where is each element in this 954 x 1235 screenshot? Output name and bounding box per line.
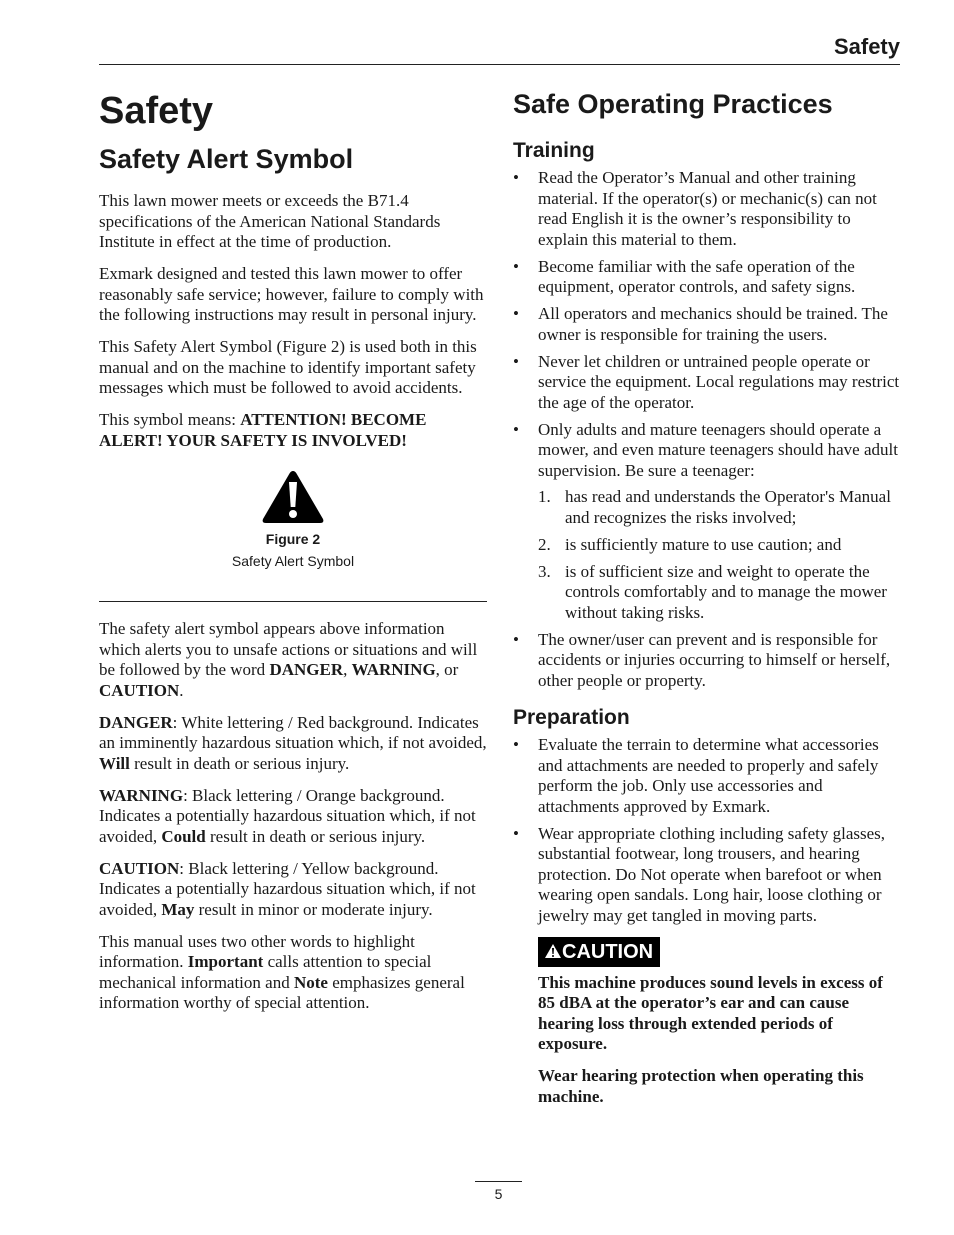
paragraph-caution-definition: [99, 859, 487, 921]
numbered-item-text: is sufficiently mature to use caution; and: [565, 534, 842, 554]
list-item: [513, 420, 902, 624]
list-item-text: The owner/user can prevent and is responsible for accidents or injuries occurring to himself or herself, other people or property.: [538, 629, 891, 690]
warning-text: : Black lettering / Orange background. Indicates a potentially hazardous situation which, if not avoided,: [99, 785, 476, 846]
bullet: •: [513, 823, 519, 843]
training-list: [513, 168, 902, 691]
numbered-item: [538, 487, 902, 528]
danger-text-end: result in death or serious injury.: [129, 753, 350, 773]
bullet: •: [513, 351, 519, 371]
warning-triangle-icon: [544, 943, 562, 959]
item-number: 1.: [538, 487, 551, 506]
list-item: [513, 352, 902, 414]
warning-strong: Could: [161, 826, 206, 846]
numbered-item-text: is of sufficient size and weight to operate the controls comfortably and to manage the mower without taking risks.: [565, 561, 887, 622]
list-item: [513, 304, 902, 345]
list-item-text: Evaluate the terrain to determine what accessories and attachments are needed to properly and safely perform the job. Only use accessories and attachments approved by Exmark.: [538, 735, 879, 816]
section-title-safe-operating-practices: Safe Operating Practices: [513, 89, 833, 119]
paragraph-warning-definition: [99, 786, 487, 848]
bullet: •: [513, 629, 519, 649]
item-number: 2.: [538, 534, 551, 554]
teenager-requirements-list: [538, 487, 902, 623]
danger-label: DANGER: [99, 712, 173, 732]
paragraph-symbol-usage: This Safety Alert Symbol (Figure 2) is used both in this manual and on the machine to identify important safety messages which must be followed to avoid accidents.: [99, 337, 477, 397]
list-item: [513, 735, 902, 817]
caution-badge-label: CAUTION: [562, 940, 654, 963]
list-item: [513, 257, 902, 298]
bullet: •: [513, 735, 519, 754]
warning-label: WARNING: [99, 785, 184, 805]
signal-words-end: .: [179, 680, 184, 700]
paragraph-danger-definition: [99, 713, 487, 775]
warning-text-end: result in death or serious injury.: [205, 826, 426, 846]
other-words-text: This manual uses two other words to highlight information.: [99, 931, 415, 971]
caution-strong: May: [161, 899, 195, 919]
item-number: 3.: [538, 561, 551, 581]
numbered-item: [538, 562, 902, 624]
word-important: Important: [187, 952, 264, 971]
symbol-meaning-bold: ATTENTION! BECOME ALERT! YOUR SAFETY IS INVOLVED!: [99, 410, 427, 450]
numbered-item: [538, 535, 902, 556]
list-item-text: Become familiar with the safe operation of the equipment, operator controls, and safety signs.: [538, 256, 856, 296]
paragraph-signal-words: [99, 619, 487, 701]
section-divider: [99, 601, 487, 602]
signal-word-danger: DANGER: [269, 660, 344, 679]
section-title-safety-alert-symbol: Safety Alert Symbol: [99, 144, 354, 174]
list-item: [513, 168, 902, 250]
list-item: [513, 824, 902, 927]
signal-words-or: , or: [435, 660, 459, 679]
list-item-text: Wear appropriate clothing including safety glasses, substantial footwear, long trousers, and hearing protection. Do Not operate when barefoot or when wearing open sandals. Long hair, loose clothing or jewelry may get tangled in moving parts.: [538, 823, 886, 925]
caution-label: CAUTION: [99, 858, 180, 878]
signal-words-text: The safety alert symbol appears above information which alerts you to unsafe actions or situations and will be followed by the word: [99, 619, 478, 679]
warning-triangle-icon: [261, 469, 325, 525]
word-note: Note: [293, 972, 328, 992]
figure-number: Figure 2: [265, 531, 321, 547]
paragraph-exmark-design: Exmark designed and tested this lawn mower to offer reasonably safe service; however, failure to comply with the following instructions may result in personal injury.: [99, 264, 484, 324]
list-item: [513, 630, 902, 692]
symbol-meaning-prefix: This symbol means:: [99, 410, 241, 429]
subheading-training: Training: [513, 139, 595, 162]
caution-notice: [538, 933, 902, 1108]
list-item-text: Never let children or untrained people operate or service the equipment. Local regulations may restrict the age of the operator.: [538, 351, 900, 412]
figure-caption: Safety Alert Symbol: [231, 553, 355, 569]
signal-word-caution: CAUTION: [99, 680, 180, 700]
subheading-preparation: Preparation: [513, 706, 630, 729]
other-words-text-mid: calls attention to special mechanical information and: [99, 952, 432, 992]
signal-words-comma: ,: [343, 660, 348, 679]
running-header-title: Safety: [833, 34, 900, 59]
bullet: •: [513, 304, 519, 323]
bullet: •: [513, 256, 519, 276]
paragraph-standards: This lawn mower meets or exceeds the B71.4 specifications of the American National Standards Institute in effect at the time of production.: [99, 191, 441, 251]
caution-message-hearing-protection: Wear hearing protection when operating this machine.: [538, 1066, 864, 1106]
left-column: [99, 84, 487, 1014]
page-number: 5: [494, 1186, 503, 1202]
caution-text-end: result in minor or moderate injury.: [194, 899, 433, 919]
page-title: Safety: [99, 90, 214, 132]
preparation-list: [513, 735, 902, 926]
footer-divider: [475, 1181, 522, 1182]
bullet: •: [513, 419, 519, 439]
signal-word-warning: WARNING: [351, 660, 436, 679]
numbered-item-text: has read and understands the Operator's Manual and recognizes the risks involved;: [565, 487, 891, 527]
list-item-text: Read the Operator’s Manual and other training material. If the operator(s) or mechanic(s) can not read English it is the owner’s responsibility to explain this material to them.: [538, 168, 877, 249]
caution-message-noise: This machine produces sound levels in excess of 85 dBA at the operator’s ear and can cause hearing loss through extended periods of exposure.: [538, 972, 883, 1053]
other-words-text-end: emphasizes general information worthy of special attention.: [99, 972, 465, 1012]
danger-strong: Will: [99, 753, 130, 773]
list-item-text: Only adults and mature teenagers should operate a mower, and even mature teenagers should have adult supervision. Be sure a teenager:: [538, 419, 898, 480]
caution-badge: [538, 937, 660, 967]
paragraph-symbol-meaning: [99, 410, 487, 451]
right-column: [513, 84, 902, 1107]
caution-text: : Black lettering / Yellow background. Indicates a potentially hazardous situation which, if not avoided,: [99, 858, 476, 919]
paragraph-other-words: [99, 932, 487, 1014]
header-divider: [99, 64, 900, 65]
danger-text: : White lettering / Red background. Indicates an imminently hazardous situation which, if not avoided,: [99, 712, 487, 752]
bullet: •: [513, 168, 519, 187]
list-item-text: All operators and mechanics should be trained. The owner is responsible for training the users.: [538, 304, 888, 344]
figure-safety-alert-symbol: [99, 469, 487, 570]
